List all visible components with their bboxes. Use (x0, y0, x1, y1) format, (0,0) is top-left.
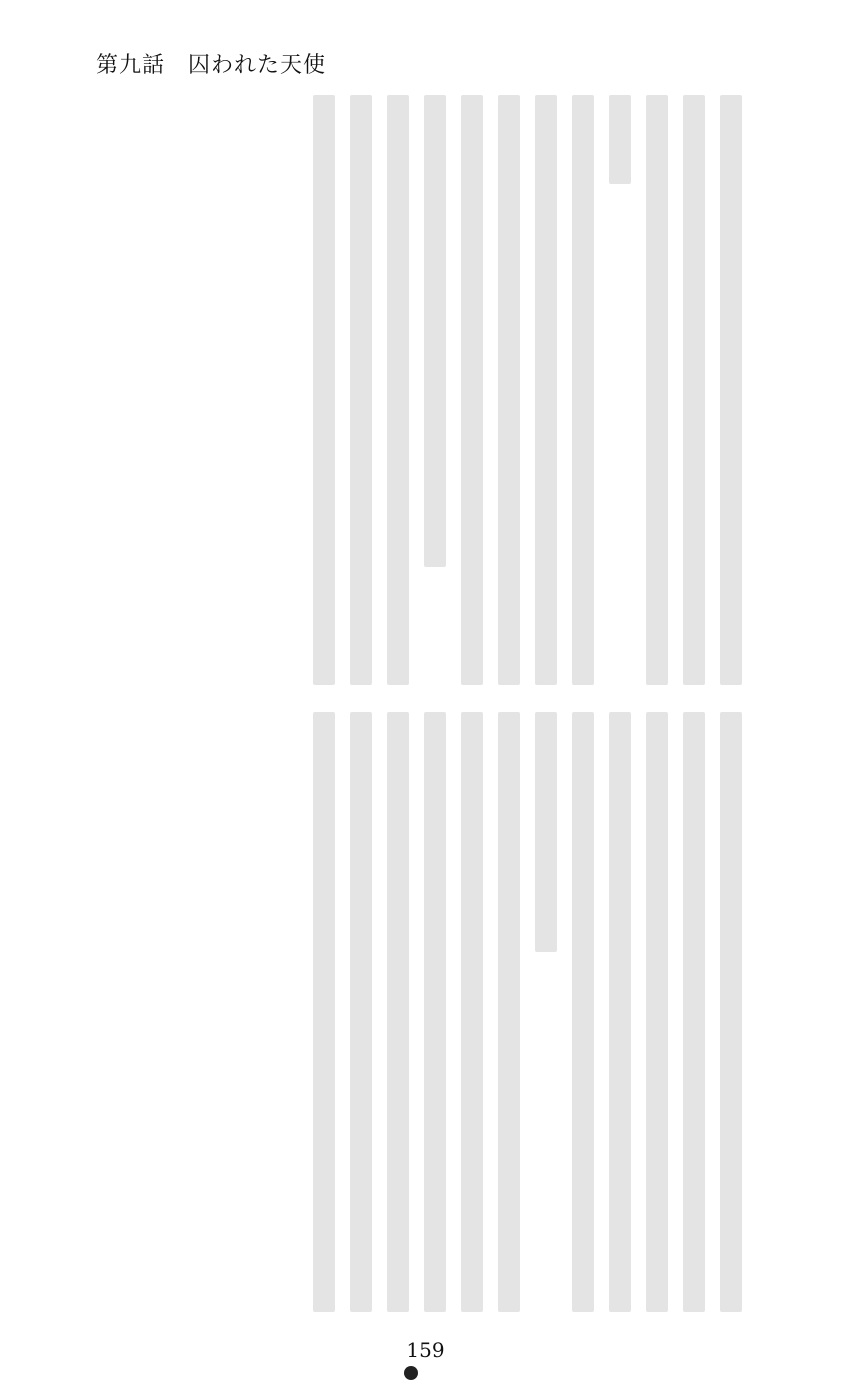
text-line-placeholder (609, 712, 631, 1312)
text-line-placeholder (387, 712, 409, 1312)
text-column (349, 712, 373, 1312)
text-line-placeholder (461, 95, 483, 685)
text-column (645, 95, 669, 685)
text-column (423, 95, 447, 685)
text-line-placeholder (461, 712, 483, 1312)
text-column (386, 712, 410, 1312)
text-column (460, 95, 484, 685)
page-edge-dot (404, 1366, 418, 1380)
text-column (608, 95, 632, 685)
running-header: 第九話 囚われた天使 (96, 53, 327, 78)
text-line-placeholder (646, 712, 668, 1312)
text-column (608, 712, 632, 1312)
text-line-placeholder (498, 712, 520, 1312)
text-line-placeholder (683, 712, 705, 1312)
text-column (645, 712, 669, 1312)
text-line-placeholder (535, 712, 557, 952)
text-line-placeholder (498, 95, 520, 685)
text-line-placeholder (720, 95, 742, 685)
text-column (571, 712, 595, 1312)
text-line-placeholder (424, 712, 446, 1312)
text-line-placeholder (720, 712, 742, 1312)
lower-text-block (312, 712, 743, 1312)
text-line-placeholder (313, 712, 335, 1312)
text-column (460, 712, 484, 1312)
text-column (534, 712, 558, 1312)
text-line-placeholder (424, 95, 446, 567)
text-line-placeholder (350, 95, 372, 685)
text-line-placeholder (313, 95, 335, 685)
text-column (682, 95, 706, 685)
text-line-placeholder (646, 95, 668, 685)
upper-text-block (312, 95, 743, 685)
page-number: 159 (406, 1338, 445, 1362)
text-line-placeholder (535, 95, 557, 685)
text-line-placeholder (572, 712, 594, 1312)
text-column (534, 95, 558, 685)
text-line-placeholder (387, 95, 409, 685)
text-column (386, 95, 410, 685)
text-column (571, 95, 595, 685)
text-column (497, 95, 521, 685)
text-line-placeholder (572, 95, 594, 685)
text-column (349, 95, 373, 685)
text-line-placeholder (609, 95, 631, 184)
text-column (423, 712, 447, 1312)
text-column (497, 712, 521, 1312)
text-line-placeholder (350, 712, 372, 1312)
text-column (719, 712, 743, 1312)
text-column (312, 712, 336, 1312)
text-column (312, 95, 336, 685)
text-column (682, 712, 706, 1312)
text-column (719, 95, 743, 685)
text-line-placeholder (683, 95, 705, 685)
